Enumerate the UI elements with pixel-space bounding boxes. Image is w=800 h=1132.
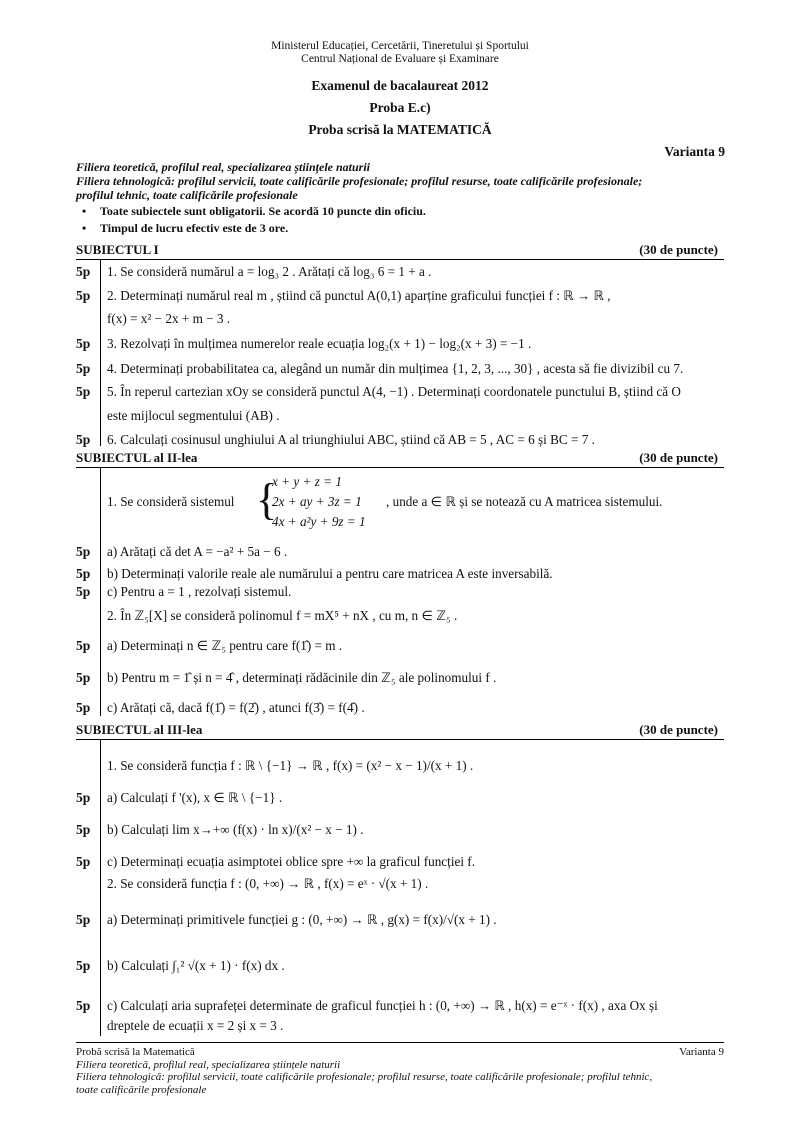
margin-rule: [100, 740, 101, 1036]
problem-text: 1. Se consideră funcția f : ℝ \ {−1} → ℝ , f(x) = (x² − x − 1)/(x + 1) .: [107, 758, 474, 773]
filiera-line: Filiera tehnologică: profilul servicii, toate calificările profesionale; profilul resurse, toate calificările profesionale;: [76, 174, 643, 188]
problem-text: c) Pentru a = 1 , rezolvați sistemul.: [107, 584, 292, 599]
filiera-line: Filiera teoretică, profilul real, specializarea științele naturii: [76, 160, 370, 174]
points-label: 5p: [76, 958, 91, 973]
problem-text: 2. Determinați numărul real m , știind că punctul A(0,1) aparține graficului funcției f : ℝ → ℝ ,: [107, 288, 611, 303]
system-equation: 2x + ay + 3z = 1: [272, 494, 362, 509]
points-label: 5p: [76, 361, 91, 376]
problem-text: b) Calculați lim x→+∞ (f(x) · ln x)/(x² − x − 1) .: [107, 822, 364, 837]
footer-rule: [76, 1042, 724, 1043]
problem-text: 6. Calculați cosinusul unghiului A al triunghiului ABC, știind că AB = 5 , AC = 6 și BC = 7 .: [107, 432, 595, 447]
section-title: SUBIECTUL al III-lea: [76, 722, 203, 737]
section-points: (30 de puncte): [639, 450, 718, 465]
problem-text: a) Calculați f '(x), x ∈ ℝ \ {−1} .: [107, 790, 283, 805]
section-header-2: [76, 450, 724, 468]
ministry-name: Ministerul Educației, Cercetării, Tineretului și Sportului: [271, 40, 529, 52]
points-label: 5p: [76, 670, 91, 685]
points-label: 5p: [76, 638, 91, 653]
points-label: 5p: [76, 790, 91, 805]
section-header-3: [76, 722, 724, 740]
problem-text: 4. Determinați probabilitatea ca, alegând un număr din mulțimea {1, 2, 3, ..., 30} , acesta să fie divizibil cu 7.: [107, 361, 684, 376]
points-label: 5p: [76, 584, 91, 599]
points-label: 5p: [76, 854, 91, 869]
problem-text: c) Calculați aria suprafeței determinate de graficul funcției h : (0, +∞) → ℝ , h(x) = e⁻ˣ · f(x) , axa Ox și: [107, 998, 658, 1013]
footer-filiera: toate calificările profesionale: [76, 1083, 207, 1096]
section-points: (30 de puncte): [639, 722, 718, 737]
problem-text: dreptele de ecuații x = 2 și x = 3 .: [107, 1018, 284, 1033]
problem-text: b) Pentru m = 1̂ și n = 4̂ , determinați rădăcinile din ℤ₅ ale polinomului f .: [107, 670, 497, 685]
system-intro: 1. Se consideră sistemul: [107, 494, 235, 509]
rule-item: • Timpul de lucru efectiv este de 3 ore.: [100, 221, 288, 236]
brace-icon: {: [256, 475, 278, 524]
problem-text: 5. În reperul cartezian xOy se consideră punctul A(4, −1) . Determinați coordonatele punctului B, știind că O: [107, 384, 681, 399]
section-header-1: [76, 242, 724, 260]
problem-text: a) Arătați că det A = −a² + 5a − 6 .: [107, 544, 288, 559]
exam-title: Examenul de bacalaureat 2012: [311, 78, 489, 93]
problem-text: b) Determinați valorile reale ale numărului a pentru care matricea A este inversabilă.: [107, 566, 553, 581]
problem-text: 1. Se consideră numărul a = log₃ 2 . Arătați că log₃ 6 = 1 + a .: [107, 264, 432, 279]
margin-rule: [100, 260, 101, 446]
points-label: 5p: [76, 822, 91, 837]
problem-text: este mijlocul segmentului (AB) .: [107, 408, 280, 423]
problem-text: a) Determinați n ∈ ℤ₅ pentru care f(1̂) = m .: [107, 638, 343, 653]
problem-text: c) Determinați ecuația asimptotei oblice spre +∞ la graficul funcției f.: [107, 854, 475, 869]
proba-title: Proba E.c): [369, 100, 431, 115]
variant-label: Varianta 9: [664, 144, 725, 159]
footer-variant: Varianta 9: [679, 1046, 724, 1058]
section-title: SUBIECTUL I: [76, 242, 159, 257]
subject-title: Proba scrisă la MATEMATICĂ: [308, 122, 492, 137]
points-label: 5p: [76, 264, 91, 279]
points-label: 5p: [76, 336, 91, 351]
filiera-line: profilul tehnic, toate calificările profesionale: [76, 188, 298, 202]
points-label: 5p: [76, 998, 91, 1013]
rule-item: • Toate subiectele sunt obligatorii. Se acordă 10 puncte din oficiu.: [100, 204, 426, 219]
points-label: 5p: [76, 700, 91, 715]
section-title: SUBIECTUL al II-lea: [76, 450, 198, 465]
footer: [76, 1046, 724, 1096]
points-label: 5p: [76, 912, 91, 927]
section-points: (30 de puncte): [639, 242, 718, 257]
problem-text: c) Arătați că, dacă f(1̂) = f(2̂) , atunci f(3̂) = f(4̂) .: [107, 700, 365, 715]
system-equation: 4x + a²y + 9z = 1: [272, 514, 366, 529]
problem-text: a) Determinați primitivele funcției g : (0, +∞) → ℝ , g(x) = f(x)/√(x + 1) .: [107, 912, 497, 927]
system-tail: , unde a ∈ ℝ și se notează cu A matricea sistemului.: [386, 494, 663, 509]
system-equation: x + y + z = 1: [272, 474, 342, 489]
problem-text: b) Calculați ∫₁² √(x + 1) · f(x) dx .: [107, 958, 285, 973]
center-name: Centrul Național de Evaluare și Examinare: [301, 53, 499, 65]
points-label: 5p: [76, 566, 91, 581]
problem-text: 2. Se consideră funcția f : (0, +∞) → ℝ , f(x) = eˣ · √(x + 1) .: [107, 876, 429, 891]
points-label: 5p: [76, 544, 91, 559]
points-label: 5p: [76, 288, 91, 303]
problem-text: f(x) = x² − 2x + m − 3 .: [107, 311, 231, 326]
problem-text: 2. În ℤ₅[X] se consideră polinomul f = mX⁵ + nX , cu m, n ∈ ℤ₅ .: [107, 608, 458, 623]
footer-filiera: Filiera teoretică, profilul real, specializarea științele naturii: [76, 1058, 341, 1071]
footer-left: Probă scrisă la Matematică: [76, 1046, 195, 1058]
points-label: 5p: [76, 432, 91, 447]
points-label: 5p: [76, 384, 91, 399]
problem-text: 3. Rezolvați în mulțimea numerelor reale ecuația log₂(x + 1) − log₂(x + 3) = −1 .: [107, 336, 532, 351]
system-block: [76, 474, 736, 534]
footer-filiera: Filiera tehnologică: profilul servicii, toate calificările profesionale; profilul resurse, toate calificările profesionale; profilul tehnic,: [76, 1071, 653, 1083]
